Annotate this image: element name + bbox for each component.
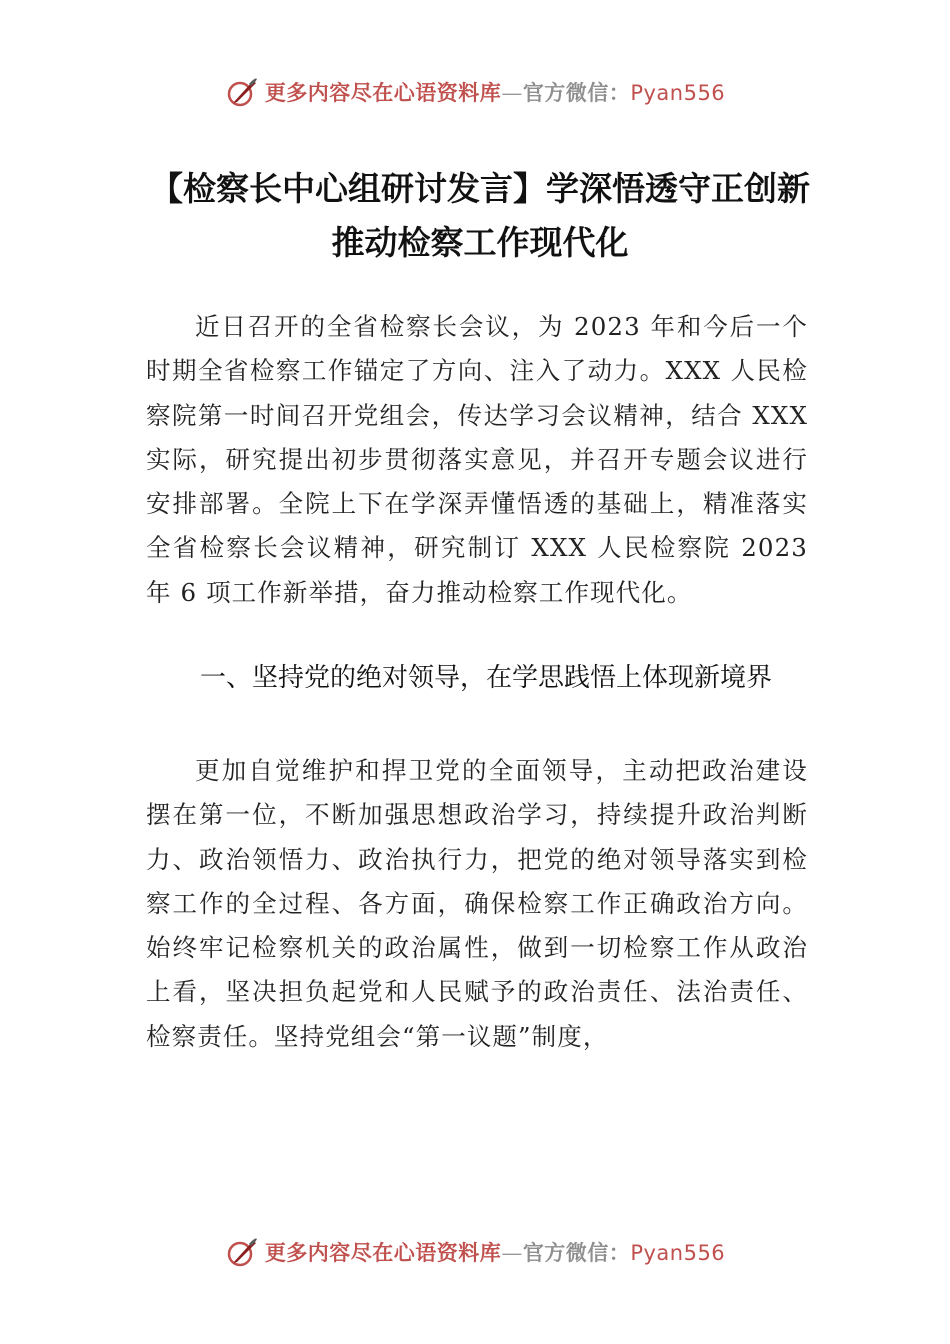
watermark-footer — [0, 1232, 950, 1272]
body-paragraph-1: 近日召开的全省检察长会议，为 2023 年和今后一个时期全省检察工作锚定了方向、注入了动力。XXX 人民检察院第一时间召开党组会，传达学习会议精神，结合 XXX 实际，研究提出初步贯彻落实意见，并召开专题会议进行安排部署。全院上下在学深弄懂悟透的基础上，精准落实全省检察长会议精神，研究制订 XXX 人民检察院 2023 年 6 项工作新举措，奋力推动检察工作现代化。 — [146, 312, 808, 607]
watermark-header — [0, 72, 950, 112]
watermark-wechat-id: Pyan556 — [630, 81, 726, 105]
body-paragraph-2: 更加自觉维护和捍卫党的全面领导，主动把政治建设摆在第一位，不断加强思想政治学习，持续提升政治判断力、政治领悟力、政治执行力，把党的绝对领导落实到检察工作的全过程、各方面，确保检察工作正确政治方向。始终牢记检察机关的政治属性，做到一切检察工作从政治上看，坚决担负起党和人民赋予的政治责任、法治责任、检察责任。坚持党组会“第一议题”制度， — [146, 756, 808, 1051]
document-title: 【检察长中心组研讨发言】学深悟透守正创新 推动检察工作现代化 — [150, 169, 810, 262]
quill-pen-logo-icon — [225, 1235, 259, 1269]
section-1-heading: 一、坚持党的绝对领导，在学思践悟上体现新境界 — [200, 663, 773, 693]
watermark-text — [265, 1237, 725, 1267]
watermark-official-label: 官方微信： — [522, 1240, 631, 1265]
quill-pen-logo-icon — [225, 75, 259, 109]
watermark-separator: — — [501, 81, 523, 105]
watermark-main-text: 更多内容尽在心语资料库 — [264, 1240, 502, 1265]
watermark-wechat-id: Pyan556 — [630, 1241, 726, 1265]
watermark-official-label: 官方微信： — [522, 80, 631, 105]
watermark-text — [265, 77, 725, 107]
watermark-main-text: 更多内容尽在心语资料库 — [264, 80, 502, 105]
watermark-separator: — — [501, 1241, 523, 1265]
